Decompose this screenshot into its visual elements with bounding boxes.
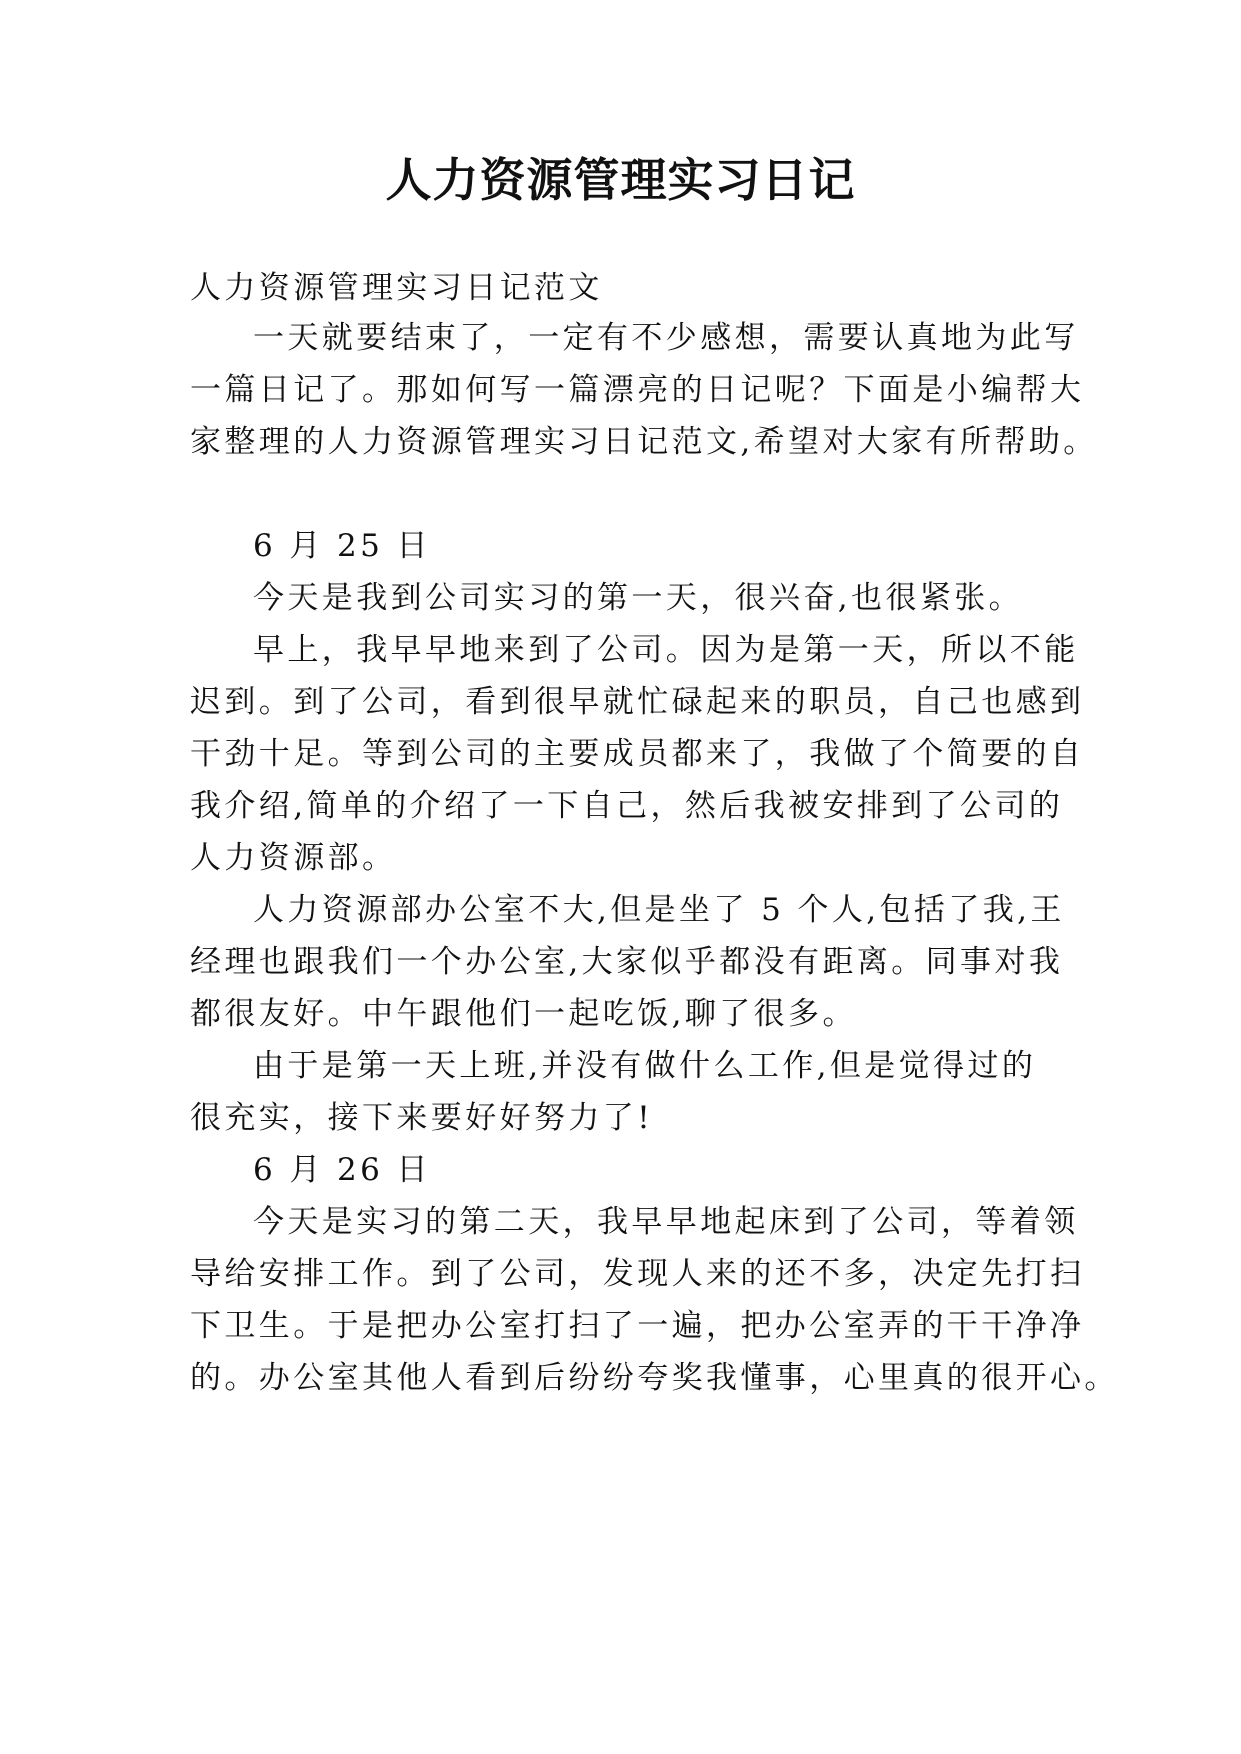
paragraph-line: 都很友好。中午跟他们一起吃饭,聊了很多。 [190,996,857,1032]
paragraph-line: 干劲十足。等到公司的主要成员都来了，我做了个简要的自 [190,736,1085,772]
entry-date: 6 月 25 日 [253,528,431,564]
paragraph-line: 今天是我到公司实习的第一天，很兴奋,也很紧张。 [253,580,1024,616]
paragraph-line: 下卫生。于是把办公室打扫了一遍，把办公室弄的干干净净 [190,1308,1085,1344]
paragraph-line: 早上，我早早地来到了公司。因为是第一天，所以不能 [253,632,1079,668]
paragraph-line: 经理也跟我们一个办公室,大家似乎都没有距离。同事对我 [190,944,1064,980]
paragraph-line: 人力资源部办公室不大,但是坐了 5 个人,包括了我,王 [253,892,1065,928]
document-title: 人力资源管理实习日记 [385,153,856,207]
document-subtitle: 人力资源管理实习日记范文 [190,270,603,306]
paragraph-line: 今天是实习的第二天，我早早地起床到了公司，等着领 [253,1204,1079,1240]
intro-line: 家整理的人力资源管理实习日记范文,希望对大家有所帮助。 [190,424,1098,460]
paragraph-line: 迟到。到了公司，看到很早就忙碌起来的职员，自己也感到 [190,684,1085,720]
intro-line: 一篇日记了。那如何写一篇漂亮的日记呢？下面是小编帮大 [190,372,1085,408]
paragraph-line: 由于是第一天上班,并没有做什么工作,但是觉得过的 [253,1048,1037,1084]
intro-line: 一天就要结束了，一定有不少感想，需要认真地为此写 [253,320,1079,356]
entry-date: 6 月 26 日 [253,1152,431,1188]
paragraph-line: 很充实，接下来要好好努力了! [190,1100,654,1136]
paragraph-line: 的。办公室其他人看到后纷纷夸奖我懂事，心里真的很开心。 [190,1360,1119,1396]
paragraph-line: 人力资源部。 [190,840,397,876]
paragraph-line: 我介绍,简单的介绍了一下自己，然后我被安排到了公司的 [190,788,1064,824]
paragraph-line: 导给安排工作。到了公司，发现人来的还不多，决定先打扫 [190,1256,1085,1292]
